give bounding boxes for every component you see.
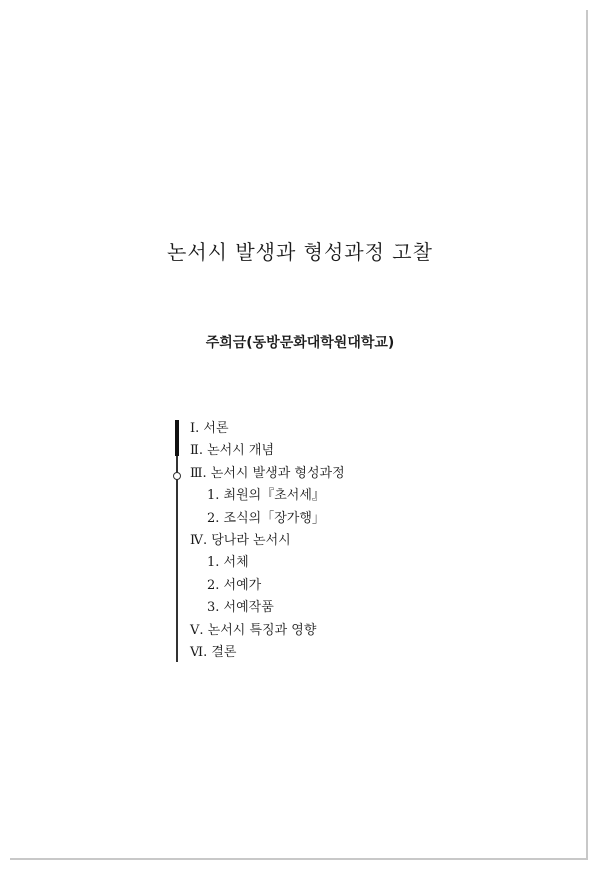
author-affiliation: 주희금(동방문화대학원대학교) <box>205 335 395 351</box>
toc-item: Ⅵ. 결론 <box>190 644 237 660</box>
toc-item: Ⅳ. 당나라 논서시 <box>190 532 291 548</box>
toc-subitem: 3. 서예작품 <box>207 600 274 616</box>
toc-item: Ⅲ. 논서시 발생과 형성과정 <box>190 465 345 481</box>
toc-subitem: 2. 조식의「장가행」 <box>207 510 325 526</box>
toc-item: Ⅴ. 논서시 특징과 영향 <box>190 622 317 638</box>
toc-subitem: 1. 서체 <box>207 555 249 571</box>
toc-subitem: 1. 최원의『초서세』 <box>207 488 325 504</box>
table-of-contents <box>176 418 436 664</box>
paper-title: 논서시 발생과 형성과정 고찰 <box>167 240 433 264</box>
toc-item: Ⅱ. 논서시 개념 <box>190 443 275 459</box>
toc-item: Ⅰ. 서론 <box>190 421 229 436</box>
toc-subitem: 2. 서예가 <box>207 577 262 593</box>
